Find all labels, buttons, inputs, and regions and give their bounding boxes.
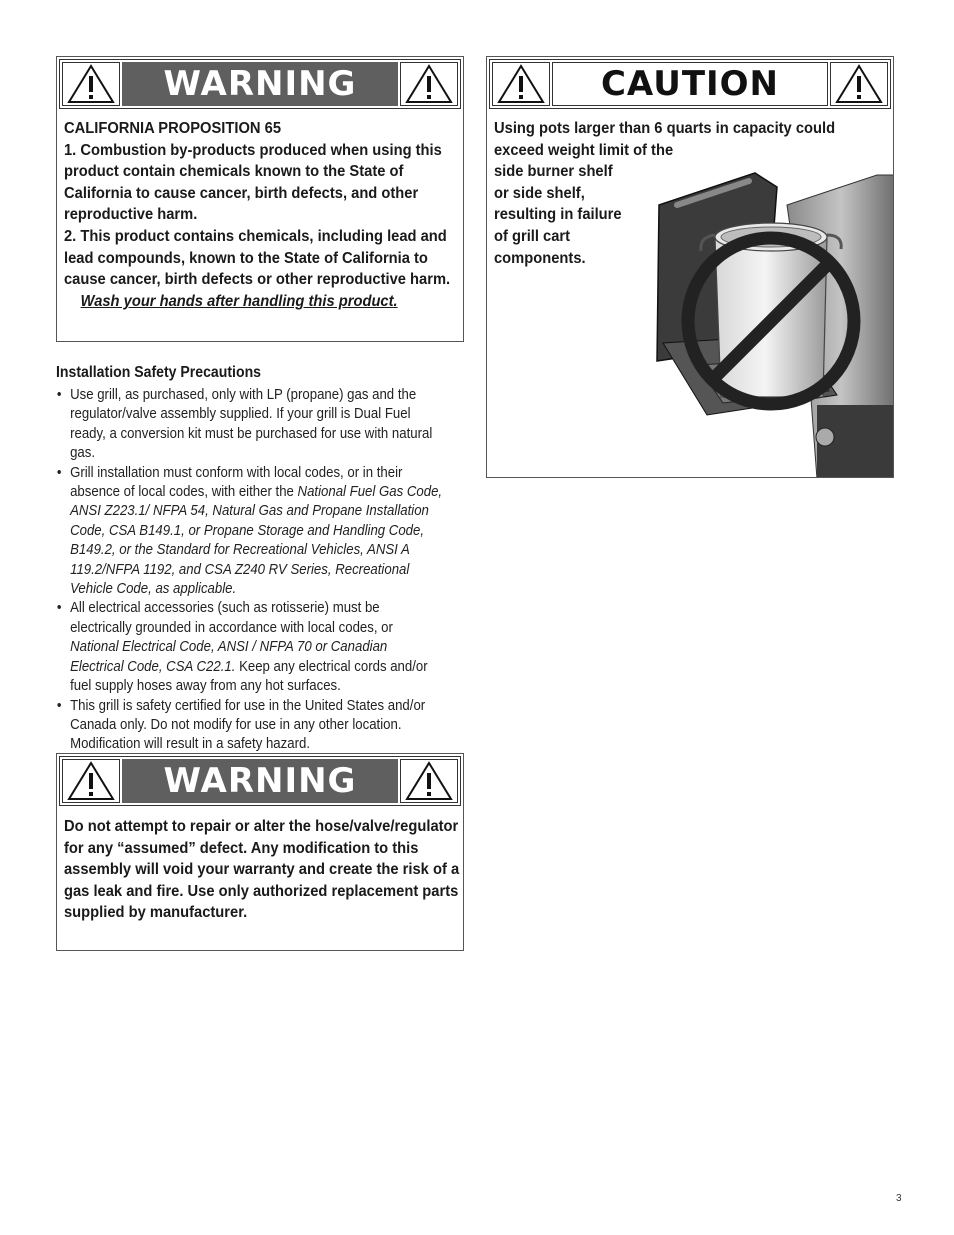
warning-prop65-text [64,118,460,312]
warning-triangle-icon [62,62,120,106]
prop65-heading: CALIFORNIA PROPOSITION 65 [64,120,282,137]
installation-safety-section [56,364,443,754]
warning-triangle-icon [400,62,458,106]
bullet-text: All electrical accessories (such as rotisserie) must be electrically grounded in accordance with local codes, or [70,599,393,636]
bullet-text: Grill installation must conform with local codes, or in their absence of local codes, with either the [70,463,403,501]
caution-line: side burner shelf [494,163,613,181]
caution-line: or side shelf, [494,184,585,202]
warning-banner [59,756,461,806]
caution-banner-title: CAUTION [552,62,828,106]
warning-hose-box [56,753,464,951]
prop65-para1: 1. Combustion by-products produced when using this product contain chemicals known to the State of California to cause cancer, birth defects, and other reproductive harm. [64,141,442,224]
warning-hose-text: Do not attempt to repair or alter the hose/valve/regulator for any “assumed” defect. Any modification to this assembly will void your warranty and create the risk of a gas leak and fire. Use only authorized replacement parts supplied by manufacturer. [64,818,460,922]
caution-line: Using pots larger than 6 quarts in capacity could [494,120,836,137]
bullet-text: This grill is safety certified for use in the United States and/or Canada only. Do not modify for use in any other location. Modification will result in a safety hazard. [70,696,426,753]
prop65-wash-hands: Wash your hands after handling this product. [80,292,398,310]
warning-banner-title: WARNING [122,62,398,106]
caution-banner [489,59,891,109]
bullet-code-references: National Fuel Gas Code, ANSI Z223.1/ NFPA 54, Natural Gas and Propane Installation Code, CSA B149.1, or Propane Storage and Handling Code, B149.2, or the Standard for Recreational Vehicles, ANSI A 119.2/NFPA 1192, and CSA Z240 RV Series, Recreational Vehicle Code, as applicable. [70,483,443,598]
caution-line: resulting in failure [494,206,622,224]
list-item [56,696,443,754]
precautions-list [56,385,443,754]
list-item [56,463,443,599]
page-number: 3 [896,1193,902,1204]
warning-triangle-icon [62,759,120,803]
bullet-text: Use grill, as purchased, only with LP (propane) gas and the regulator/valve assembly supplied. If your grill is Dual Fuel ready, a conversion kit must be purchased for use with natural gas. [70,386,433,462]
list-item [56,598,443,695]
caution-line: components. [494,249,586,267]
caution-text [494,118,890,269]
section-heading: Installation Safety Precautions [56,364,261,381]
warning-prop65-box [56,56,464,342]
warning-triangle-icon [830,62,888,106]
bullet-text: Keep any electrical cords and/or fuel supply hoses away from any hot surfaces. [70,657,428,695]
caution-box [486,56,894,478]
caution-line: exceed weight limit of the [494,141,674,159]
caution-line: of grill cart [494,227,571,245]
list-item [56,385,443,463]
warning-triangle-icon [492,62,550,106]
warning-triangle-icon [400,759,458,803]
warning-banner [59,59,461,109]
bullet-code-references: National Electrical Code, ANSI / NFPA 70 or Canadian Electrical Code, CSA C22.1. [70,638,388,675]
prop65-para2: 2. This product contains chemicals, including lead and lead compounds, known to the State of California to cause cancer, birth defects or other reproductive harm. [64,227,451,289]
warning-banner-title: WARNING [122,759,398,803]
